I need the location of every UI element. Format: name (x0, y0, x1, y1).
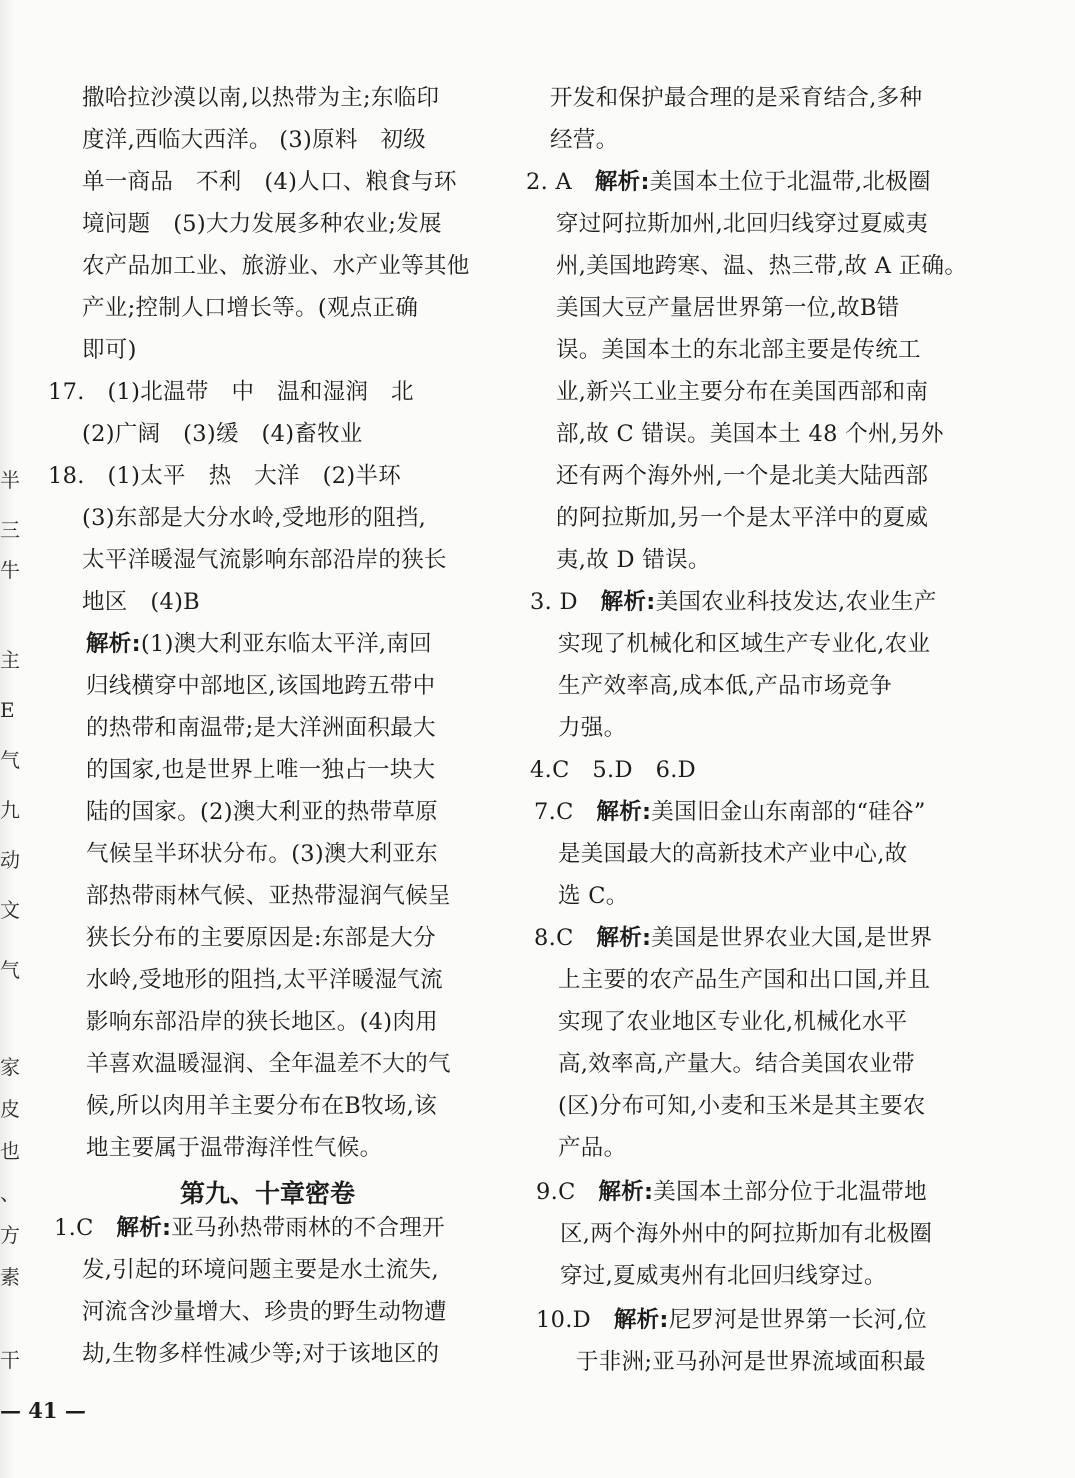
line-body: 劫,生物多样性减少等;对于该地区的 (82, 1341, 440, 1367)
analysis-label: 解析: (86, 631, 141, 657)
right-text-line (556, 418, 944, 450)
edge-fragment: 也 (0, 1139, 20, 1163)
left-text-line (86, 880, 451, 912)
right-text-line (558, 880, 629, 912)
right-text-line (550, 82, 922, 114)
left-text-line (82, 166, 457, 198)
right-text-line (536, 1304, 927, 1336)
question-number: 2. A (526, 169, 595, 195)
right-text-line (556, 376, 928, 408)
line-body: 高,效率高,产量大。结合美国农业带 (558, 1051, 915, 1077)
analysis-label: 解析: (596, 799, 652, 825)
left-text-line (86, 1090, 437, 1122)
line-body: 经营。 (550, 127, 619, 153)
right-text-line (526, 166, 931, 198)
edge-fragment: 气 (0, 958, 20, 982)
right-text-line (556, 250, 967, 282)
line-body: 农产品加工业、旅游业、水产业等其他 (82, 253, 470, 279)
question-number: 9.C (536, 1179, 599, 1205)
left-text-line (82, 502, 426, 534)
line-body: (2)广阔 (3)缓 (4)畜牧业 (82, 421, 363, 447)
question-number: 3. D (530, 589, 601, 615)
left-text-line (86, 838, 438, 870)
line-body: (3)东部是大分水岭,受地形的阻挡, (82, 505, 427, 531)
right-text-line (558, 712, 626, 744)
left-text-line (82, 334, 137, 366)
line-body: 水岭,受地形的阻挡,太平洋暖湿气流 (86, 967, 443, 993)
right-text-line (530, 586, 937, 618)
line-body: 尼罗河是世界第一长河,位 (668, 1307, 927, 1333)
analysis-label: 解析: (116, 1215, 172, 1241)
line-body: (区)分布可知,小麦和玉米是其主要农 (558, 1093, 926, 1119)
line-body: 亚马孙热带雨林的不合理开 (171, 1215, 445, 1241)
line-body: 的阿拉斯加,另一个是太平洋中的夏威 (556, 505, 929, 531)
analysis-label: 解析: (613, 1307, 669, 1333)
edge-fragment: 素 (0, 1265, 20, 1289)
line-body: 实现了农业地区专业化,机械化水平 (558, 1009, 908, 1035)
line-body: 还有两个海外州,一个是北美大陆西部 (556, 463, 929, 489)
question-number: 1.C (54, 1215, 117, 1241)
right-text-line (556, 208, 928, 240)
line-body: 即可) (82, 337, 137, 363)
right-text-line (558, 1006, 907, 1038)
right-text-line (556, 334, 921, 366)
left-text-line (86, 670, 435, 702)
page-number: — 41 — (0, 1398, 86, 1423)
left-page-edge (0, 0, 20, 1478)
line-body: 州,美国地跨寒、温、热三带,故 A 正确。 (556, 253, 968, 279)
line-body: 地主要属于温带海洋性气候。 (86, 1135, 383, 1161)
question-number: 8.C (534, 925, 597, 951)
line-body: 单一商品 不利 (4)人口、粮食与环 (82, 169, 457, 195)
left-text-line (86, 754, 435, 786)
question-number: 18. (48, 463, 108, 489)
line-body: 归线横穿中部地区,该国地跨五带中 (86, 673, 436, 699)
right-text-line (550, 124, 618, 156)
line-body: 境问题 (5)大力发展多种农业;发展 (82, 211, 442, 237)
edge-fragment: 动 (0, 848, 20, 872)
line-body: 河流含沙量增大、珍贵的野生动物遭 (82, 1299, 447, 1325)
line-body: 开发和保护最合理的是采育结合,多种 (550, 85, 923, 111)
section-heading: 第九、十章密卷 (180, 1179, 356, 1208)
left-text-line (82, 292, 418, 324)
edge-fragment: 家 (0, 1055, 20, 1079)
line-body: 产业;控制人口增长等。(观点正确 (82, 295, 419, 321)
right-text-line (560, 1218, 932, 1250)
left-text-line (86, 1006, 438, 1038)
question-number: 4.C 5.D 6.D (530, 757, 696, 783)
left-text-line (86, 964, 443, 996)
edge-fragment: 牛 (0, 558, 20, 582)
right-text-line (558, 1132, 626, 1164)
right-text-line (534, 796, 926, 828)
line-body: 部,故 C 错误。美国本土 48 个州,另外 (556, 421, 944, 447)
line-body: 地区 (4)B (82, 589, 201, 615)
edge-fragment: 主 (0, 648, 20, 672)
left-text-line (86, 628, 432, 660)
edge-fragment: 气 (0, 748, 20, 772)
left-text-line (48, 460, 401, 492)
line-body: 穿过阿拉斯加州,北回归线穿过夏威夷 (556, 211, 929, 237)
left-text-line (82, 1296, 447, 1328)
left-text-line (86, 922, 436, 954)
right-text-line (536, 1176, 927, 1208)
left-text-line (54, 1212, 445, 1244)
line-body: 撒哈拉沙漠以南,以热带为主;东临印 (82, 85, 440, 111)
line-body: 羊喜欢温暖湿润、全年温差不大的气 (86, 1051, 451, 1077)
analysis-label: 解析: (594, 169, 650, 195)
analysis-label: 解析: (598, 1179, 654, 1205)
edge-fragment: 半 (0, 468, 20, 492)
line-body: 生产效率高,成本低,产品市场竞争 (558, 673, 893, 699)
line-body: 美国大豆产量居世界第一位,故B错 (556, 295, 900, 321)
question-number: 10.D (536, 1307, 614, 1333)
analysis-label: 解析: (600, 589, 656, 615)
line-body: 发,引起的环境问题主要是水土流失, (82, 1257, 439, 1283)
line-body: 美国本土部分位于北温带地 (653, 1179, 927, 1205)
line-body: 狭长分布的主要原因是:东部是大分 (86, 925, 436, 951)
line-body: 美国旧金山东南部的“硅谷” (651, 799, 926, 825)
right-text-line (558, 628, 930, 660)
edge-fragment: 、 (0, 1181, 20, 1205)
line-body: 业,新兴工业主要分布在美国西部和南 (556, 379, 929, 405)
left-text-line (82, 124, 426, 156)
line-body: 产品。 (558, 1135, 627, 1161)
line-body: (1)太平 热 大洋 (2)半环 (107, 463, 402, 489)
line-body: 上主要的农产品生产国和出口国,并且 (558, 967, 931, 993)
right-text-line (556, 544, 711, 576)
left-text-line (82, 586, 200, 618)
left-text-line (82, 1254, 439, 1286)
left-text-line (86, 1132, 382, 1164)
right-text-line (556, 292, 900, 324)
line-body: 美国本土位于北温带,北极圈 (649, 169, 931, 195)
edge-fragment: 九 (0, 798, 20, 822)
line-body: (1)北温带 中 温和湿润 北 (107, 379, 414, 405)
line-body: 气候呈半环状分布。(3)澳大利亚东 (86, 841, 438, 867)
left-text-line (86, 1048, 451, 1080)
edge-fragment: 皮 (0, 1097, 20, 1121)
question-number: 7.C (534, 799, 597, 825)
right-text-line (558, 670, 892, 702)
line-body: 于非洲;亚马孙河是世界流域面积最 (576, 1349, 926, 1375)
edge-fragment: 干 (0, 1348, 20, 1372)
line-body: (1)澳大利亚东临太平洋,南回 (140, 631, 432, 657)
line-body: 度洋,西临大西洋。 (3)原料 初级 (82, 127, 427, 153)
line-body: 选 C。 (558, 883, 629, 909)
line-body: 误。美国本土的东北部主要是传统工 (556, 337, 921, 363)
line-body: 实现了机械化和区域生产专业化,农业 (558, 631, 931, 657)
right-text-line (556, 460, 928, 492)
line-body: 穿过,夏威夷州有北回归线穿过。 (560, 1263, 887, 1289)
line-body: 部热带雨林气候、亚热带湿润气候呈 (86, 883, 451, 909)
left-text-line (82, 1338, 439, 1370)
line-body: 区,两个海外州中的阿拉斯加有北极圈 (560, 1221, 933, 1247)
right-text-line (534, 922, 932, 954)
right-text-line (558, 1048, 915, 1080)
right-text-line (530, 754, 696, 786)
line-body: 候,所以肉用羊主要分布在B牧场,该 (86, 1093, 437, 1119)
left-text-line (82, 544, 447, 576)
right-text-line (556, 502, 928, 534)
line-body: 夷,故 D 错误。 (556, 547, 711, 573)
line-body: 美国农业科技发达,农业生产 (655, 589, 937, 615)
left-text-line (86, 712, 436, 744)
left-text-line (82, 418, 363, 450)
right-text-line (560, 1260, 887, 1292)
right-text-line (576, 1346, 926, 1378)
left-text-line (86, 796, 438, 828)
line-body: 陆的国家。(2)澳大利亚的热带草原 (86, 799, 438, 825)
right-text-line (558, 1090, 926, 1122)
right-text-line (558, 964, 930, 996)
line-body: 是美国最大的高新技术产业中心,故 (558, 841, 908, 867)
right-text-line (558, 838, 907, 870)
line-body: 的国家,也是世界上唯一独占一块大 (86, 757, 436, 783)
edge-fragment: 文 (0, 898, 20, 922)
line-body: 美国是世界农业大国,是世界 (651, 925, 933, 951)
left-text-line (48, 376, 414, 408)
line-body: 太平洋暖湿气流影响东部沿岸的狭长 (82, 547, 447, 573)
left-text-line (82, 82, 439, 114)
line-body: 影响东部沿岸的狭长地区。(4)肉用 (86, 1009, 438, 1035)
analysis-label: 解析: (596, 925, 652, 951)
edge-fragment: E (0, 698, 15, 722)
line-body: 力强。 (558, 715, 627, 741)
left-text-line (82, 208, 442, 240)
edge-fragment: 方 (0, 1223, 20, 1247)
left-text-line (82, 250, 470, 282)
line-body: 的热带和南温带;是大洋洲面积最大 (86, 715, 436, 741)
question-number: 17. (48, 379, 108, 405)
edge-fragment: 三 (0, 518, 20, 542)
